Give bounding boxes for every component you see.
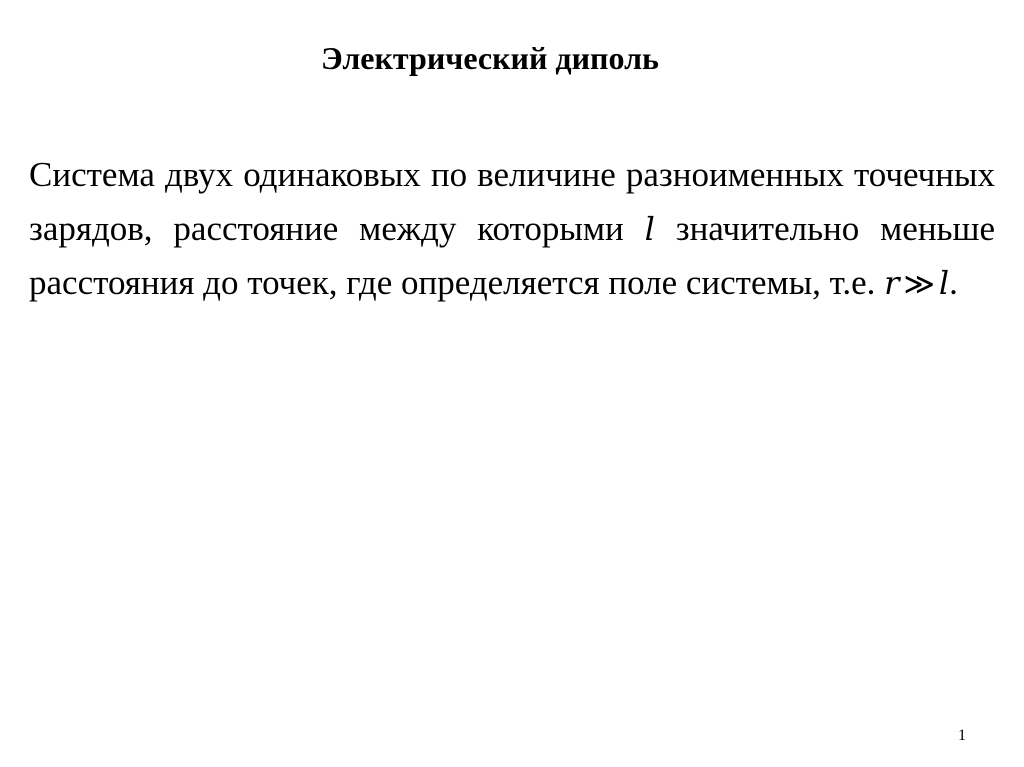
slide-title: Электрический диполь [321,40,659,76]
definition-paragraph [29,148,995,312]
definition-line-4: определяется поле системы, т.е. [401,263,876,302]
definition-line-1: Система двух одинаковых по величине разноименных [29,155,844,194]
math-variable-r: r [884,264,900,302]
page-number: 1 [958,727,966,744]
sentence-period: . [949,263,958,302]
math-much-greater-operator: ≫ [903,267,935,302]
definition-line-2: точечных зарядов, расстояние между которыми [29,155,996,248]
definition-line-3: значительно меньше расстояния до точек, где [29,209,996,302]
math-variable-l-2: l [938,264,950,302]
math-variable-l: l [644,210,655,248]
